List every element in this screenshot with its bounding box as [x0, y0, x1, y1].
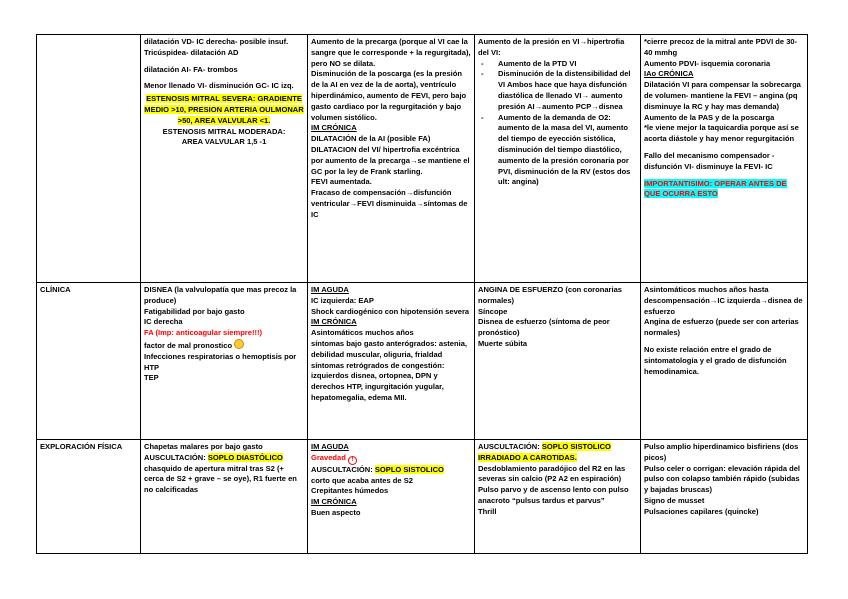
text-line: corto que acaba antes de S2 — [311, 475, 413, 485]
sad-face-icon — [234, 339, 244, 349]
cell-insuficiencia-aortica — [641, 283, 808, 440]
row-label — [37, 35, 141, 283]
auscultation-line: AUSCULTACIÓN: SOPLO SISTOLICO IRRADIADO A CAROTIDAS. — [478, 442, 611, 462]
prognosis-line: factor de mal pronostico — [144, 339, 304, 352]
text-line: Shock cardiogénico con hipotensión severa — [311, 306, 470, 316]
text-line: FEVI aumentada. — [311, 177, 372, 187]
text-line: Angina de esfuerzo (puede ser con arterias normales) — [644, 317, 799, 338]
text-line: Aumento de la precarga (porque al VI cae la sangre que le corresponde + la regurgitada), pero NO se dilata. — [311, 37, 471, 68]
subheading: IM CRÓNICA — [311, 123, 357, 133]
text-line: Signo de musset — [644, 495, 705, 505]
table-row-clinica — [37, 283, 808, 440]
cell-estenosis-mitral — [141, 35, 308, 283]
cell-estenosis-mitral — [141, 283, 308, 440]
cell-insuficiencia-aortica — [641, 440, 808, 554]
text-line: Asintomáticos muchos años — [311, 328, 414, 338]
text-line: Aumento de la PAS y de la poscarga — [644, 112, 775, 122]
fa-note: FA (Imp: anticoagular siempre!!!) — [144, 328, 262, 338]
row-label: CLÍNICA — [37, 283, 141, 440]
text-line: Fracaso de compensación→disfunción ventricular→FEVI disminuida→síntomas de IC — [311, 188, 468, 219]
subheading: IM AGUDA — [311, 285, 349, 294]
text-line: Dilatación VI para compensar la sobrecarga de volumen- mantiene la FEVI – angina (pq disminuye la RC y hay mas demanda) — [644, 80, 801, 111]
cell-estenosis-mitral — [141, 440, 308, 554]
text-line: Thrill — [478, 506, 497, 516]
warning-icon: ! — [348, 456, 357, 465]
text-line: No existe relación entre el grado de sintomatología y el grado de disfunción hemodinamica. — [644, 344, 787, 376]
cell-insuficiencia-mitral — [308, 35, 475, 283]
text-line: Pulso amplio hiperdinamico bisfiriens (dos picos) — [644, 442, 799, 462]
bullet-list — [478, 59, 637, 189]
cell-estenosis-aortica — [475, 440, 641, 554]
text-line: Infecciones respiratorias o hemoptisis por HTP — [144, 351, 297, 372]
text-line: Disnea de esfuerzo (síntoma de peor pronóstico) — [478, 317, 610, 338]
text-line: chasquido de apertura mitral tras S2 (+ cerca de S2 + grave – se oye), R1 fuerte en no calcificadas — [144, 463, 297, 495]
text-line: Aumento PDVI- isquemia coronaria — [644, 58, 771, 68]
cell-estenosis-aortica — [475, 283, 641, 440]
auscultation-line: AUSCULTACIÓN: SOPLO DIASTÓLICO — [144, 452, 283, 462]
subheading: IAo CRÓNICA — [644, 69, 694, 79]
text-line: TEP — [144, 373, 159, 383]
auscultation-line: AUSCULTACIÓN: SOPLO SISTOLICO — [311, 464, 444, 474]
text-line: Desdoblamiento paradójico del R2 en las severas sin calcio (P2 A2 en espiración) — [478, 463, 626, 484]
text-line: Fallo del mecanismo compensador - disfunción VI- disminuye la FEVI- IC — [644, 150, 775, 171]
text-line: síntomas retrógrados de congestión: izquierdos disnea, ortopnea, DPN y derechos HTP, ingurgitación yugular, hepatomegalia, edema MII. — [311, 360, 445, 402]
text-line: IC derecha — [144, 317, 183, 327]
text-line: Pulsaciones capilares (quincke) — [644, 506, 759, 516]
list-item: - Aumento de la demanda de O2: aumento de la masa del VI, aumento del tiempo de eyección sistólica, disminución del tiempo diastólico, aumento de la presión coronaria por PVI, disminución de la RV (estos dos ult: angina) — [478, 113, 637, 189]
text-line: Pulso celer o corrigan: elevación rápida del pulso con colapso también rápido (subidas y bajadas bruscas) — [644, 463, 801, 495]
text-line: Crepitantes húmedos — [311, 486, 389, 496]
text-line: síntomas bajo gasto anterógrados: astenia, debilidad muscular, oliguria, frialdad — [311, 338, 468, 359]
text-line: *le viene mejor la taquicardia porque así se acorta diástole y hay menor regurgitación — [644, 123, 799, 144]
text-line: Aumento de la presión en VI→hipertrofia del VI: — [478, 37, 625, 57]
text-line: Buen aspecto — [311, 507, 361, 517]
text-line: DILATACIÓN de la AI (posible FA) — [311, 134, 431, 144]
text-line: Menor llenado VI- disminución GC- IC izq. — [144, 81, 294, 91]
subheading: IM CRÓNICA — [311, 317, 357, 327]
text-line: ANGINA DE ESFUERZO (con coronarias normales) — [478, 285, 622, 305]
list-item: - Disminución de la distensibilidad del VI Ambos hace que haya disfunción diastólica de llenado VI→ aumento presión AI→aumento PCP→disnea — [478, 69, 637, 112]
table-row-fisiopatologia — [37, 35, 808, 283]
valvulopathy-table — [36, 34, 808, 554]
cell-estenosis-aortica — [475, 35, 641, 283]
cell-insuficiencia-mitral — [308, 440, 475, 554]
row-label: EXPLORACIÓN FÍSICA — [37, 440, 141, 554]
text-line: *cierre precoz de la mitral ante PDVI de 30-40 mmhg — [644, 37, 798, 57]
cell-insuficiencia-mitral — [308, 283, 475, 440]
text-line: Pulso parvo y de ascenso lento con pulso anacroto “pulsus tardus et parvus” — [478, 485, 629, 505]
text-line: AREA VALVULAR 1,5 -1 — [181, 137, 267, 147]
text-line: Muerte súbita — [478, 338, 528, 348]
text-line: Chapetas malares por bajo gasto — [144, 442, 263, 451]
subheading: IM AGUDA — [311, 442, 349, 451]
text-line: Disminución de la poscarga (es la presión de la AI en vez de la de aorta), ventrículo hiperdinámico, aumento de FEVI, pero bajo gasto cardiaco por la regurgitación y bajo volumen sistólico. — [311, 69, 467, 122]
text-line: dilatación AI- FA- trombos — [144, 64, 238, 74]
text-line: Asintomáticos muchos años hasta descompensación→IC izquierda→disnea de esfuerzo — [644, 285, 803, 316]
table-row-exploracion — [37, 440, 808, 554]
important-note: IMPORTANTISIMO: OPERAR ANTES DE QUE OCURRA ESTO — [644, 178, 787, 199]
severe-stenosis-note: ESTENOSIS MITRAL SEVERA: GRADIENTE MEDIO >10, PRESION ARTERIA OULMONAR >50, AREA VALVULAR <1. — [144, 94, 304, 125]
text-line: DISNEA (la valvulopatía que mas precoz la produce) — [144, 285, 297, 305]
text-line: Síncope — [478, 306, 508, 316]
cell-insuficiencia-aortica — [641, 35, 808, 283]
text-line: Fatigabilidad por bajo gasto — [144, 306, 245, 316]
text-line: IC izquierda: EAP — [311, 295, 374, 305]
text-line: ESTENOSIS MITRAL MODERADA: — [162, 126, 286, 136]
subheading: IM CRÓNICA — [311, 497, 357, 507]
severity-line: Gravedad ! — [311, 453, 471, 465]
text-line: DILATACION del VI/ hipertrofia excéntrica por aumento de la precarga→se mantiene el GC por la ley de Frank starling. — [311, 144, 470, 176]
list-item: - Aumento de la PTD VI — [478, 59, 637, 70]
text-line: dilatación VD- IC derecha- posible insuf. Tricúspidea- dilatación AD — [144, 37, 289, 57]
